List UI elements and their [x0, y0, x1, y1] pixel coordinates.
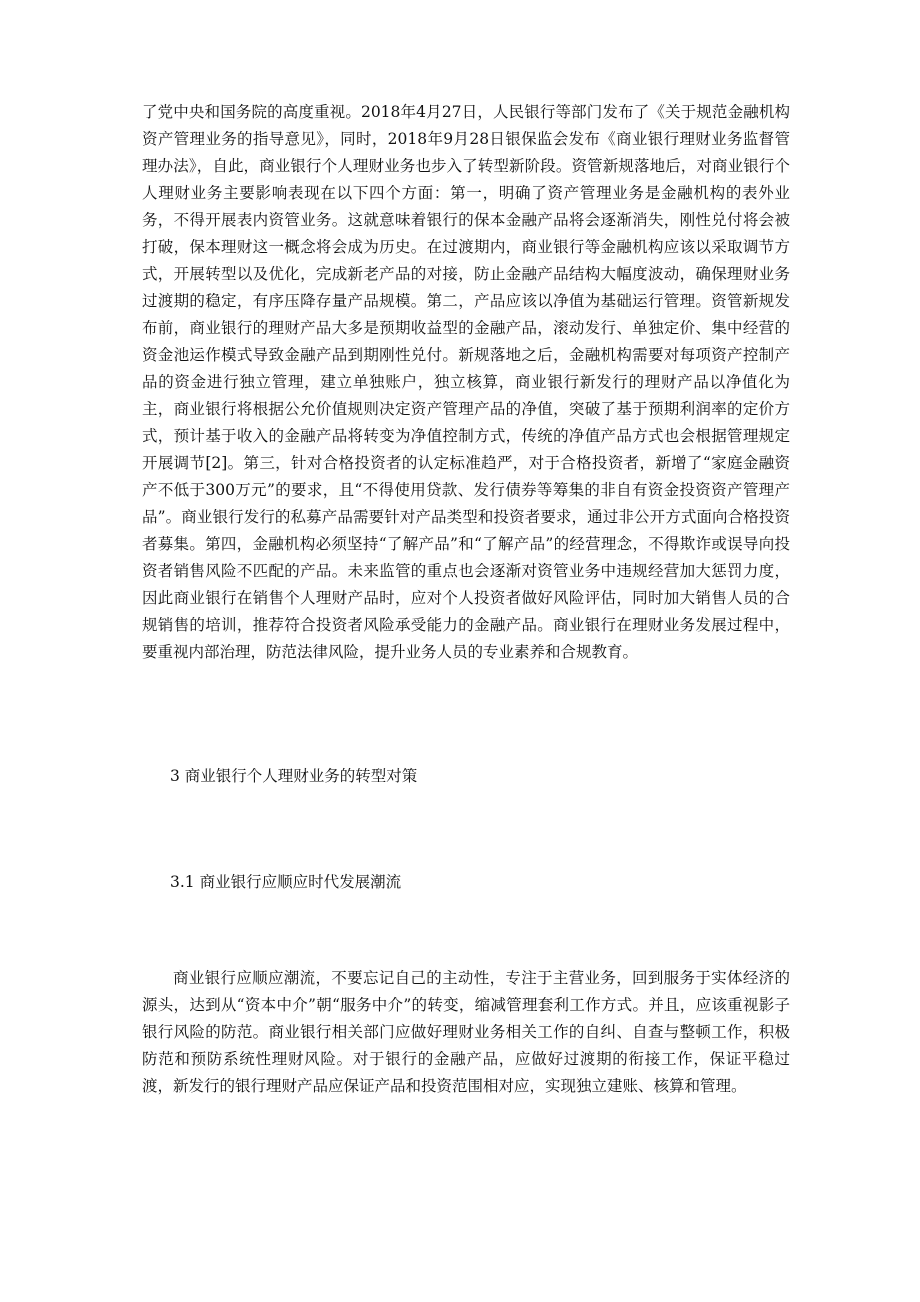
- subsection-heading-3-1: 3.1 商业银行应顺应时代发展潮流: [170, 873, 402, 891]
- body-paragraph-asset-management-impact: 了党中央和国务院的高度重视。2018年4月27日，人民银行等部门发布了《关于规范金融机构资产管理业务的指导意见》，同时，2018年9月28日银保监会发布《商业银行理财业务监督管理办法》，自此，商业银行个人理财业务也步入了转型新阶段。资管新规落地后，对商业银行个人理财业务主要影响表现在以下四个方面：第一，明确了资产管理业务是金融机构的表外业务，不得开展表内资管业务。这就意味着银行的保本金融产品将会逐渐消失，刚性兑付将会被打破，保本理财这一概念将会成为历史。在过渡期内，商业银行等金融机构应该以采取调节方式，开展转型以及优化，完成新老产品的对接，防止金融产品结构大幅度波动，确保理财业务过渡期的稳定，有序压降存量产品规模。第二，产品应该以净值为基础运行管理。资管新规发布前，商业银行的理财产品大多是预期收益型的金融产品，滚动发行、单独定价、集中经营的资金池运作模式导致金融产品到期刚性兑付。新规落地之后，金融机构需要对每项资产控制产品的资金进行独立管理，建立单独账户，独立核算，商业银行新发行的理财产品以净值化为主，商业银行将根据公允价值规则决定资产管理产品的净值，突破了基于预期利润率的定价方式，预计基于收入的金融产品将转变为净值控制方式，传统的净值产品方式也会根据管理规定开展调节[2]。第三，针对合格投资者的认定标准趋严，对于合格投资者，新增了“家庭金融资产不低于300万元”的要求，且“不得使用贷款、发行债券等筹集的非自有资金投资资产管理产品”。商业银行发行的私募产品需要针对产品类型和投资者要求，通过非公开方式面向合格投资者募集。第四，金融机构必须坚持“了解产品”和“了解产品”的经营理念，不得欺诈或误导向投资者销售风险不匹配的产品。未来监管的重点也会逐渐对资管业务中违规经营加大惩罚力度，因此商业银行在销售个人理财产品时，应对个人投资者做好风险评估，同时加大销售人员的合规销售的培训，推荐符合投资者风险承受能力的金融产品。商业银行在理财业务发展过程中，要重视内部治理，防范法律风险，提升业务人员的专业素养和合规教育。: [142, 103, 790, 661]
- section-heading-3: 3 商业银行个人理财业务的转型对策: [170, 767, 418, 785]
- body-paragraph-follow-trend: 商业银行应顺应潮流，不要忘记自己的主动性，专注于主营业务，回到服务于实体经济的源头，达到从“资本中介”朝“服务中介”的转变，缩减管理套利工作方式。并且，应该重视影子银行风险的防范。商业银行相关部门应做好理财业务相关工作的自纠、自查与整顿工作，积极防范和预防系统性理财风险。对于银行的金融产品，应做好过渡期的衔接工作，保证平稳过渡，新发行的银行理财产品应保证产品和投资范围相对应，实现独立建账、核算和管理。: [142, 969, 790, 1095]
